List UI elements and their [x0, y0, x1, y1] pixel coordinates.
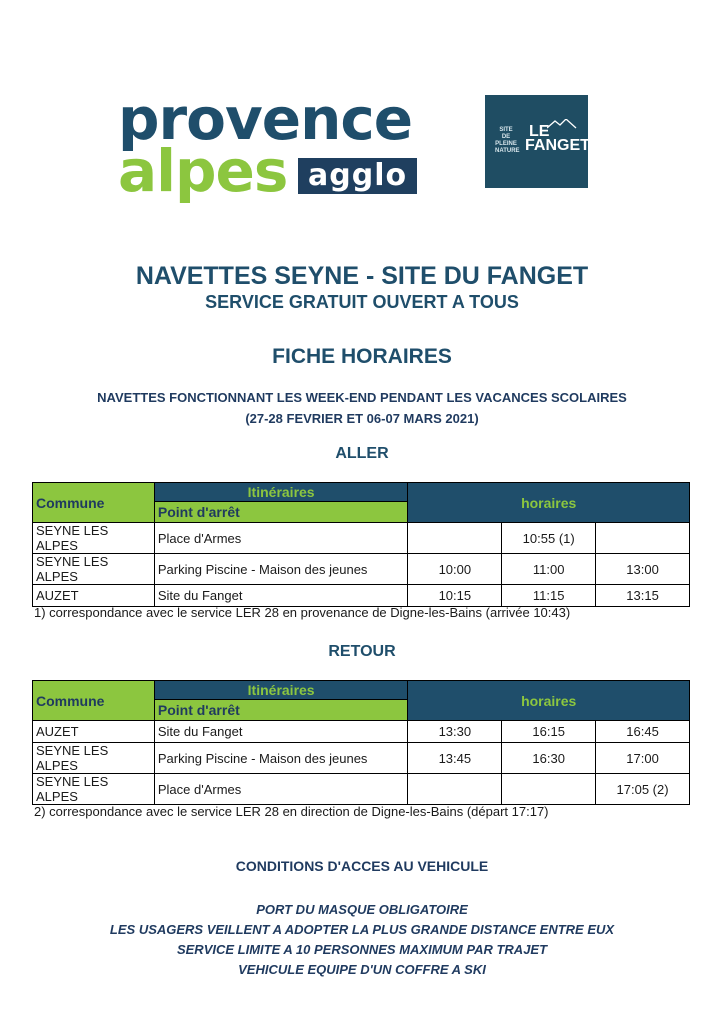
time-cell — [408, 774, 502, 805]
condition-line: PORT DU MASQUE OBLIGATOIRE — [256, 902, 468, 917]
info-line-1: NAVETTES FONCTIONNANT LES WEEK-END PENDANT LES VACANCES SCOLAIRES — [97, 390, 627, 405]
info-line-2: (27-28 FEVRIER ET 06-07 MARS 2021) — [245, 411, 479, 426]
time-cell: 13:30 — [408, 721, 502, 743]
logo-agglo-box: agglo — [298, 158, 417, 194]
aller-header-horaires: horaires — [408, 483, 690, 523]
point-cell: Site du Fanget — [154, 585, 408, 607]
commune-cell: SEYNE LES ALPES — [33, 554, 155, 585]
point-cell: Place d'Armes — [154, 523, 408, 554]
fanget-name-text: FANGET — [525, 137, 590, 154]
aller-header-commune: Commune — [33, 483, 155, 523]
time-cell: 13:15 — [596, 585, 690, 607]
time-cell: 13:45 — [408, 743, 502, 774]
retour-table — [32, 680, 690, 805]
time-cell: 16:15 — [502, 721, 596, 743]
table-row — [33, 585, 690, 607]
aller-header-point: Point d'arrêt — [154, 502, 408, 523]
point-cell: Place d'Armes — [154, 774, 408, 805]
time-cell: 17:00 — [596, 743, 690, 774]
conditions-title: CONDITIONS D'ACCES AU VEHICULE — [235, 858, 489, 874]
provence-alpes-agglo-logo — [118, 85, 438, 223]
aller-note: 1) correspondance avec le service LER 28 en provenance de Digne-les-Bains (arrivée 10:43) — [34, 605, 571, 620]
aller-title: ALLER — [335, 445, 389, 462]
table-row — [33, 554, 690, 585]
commune-cell: SEYNE LES ALPES — [33, 743, 155, 774]
fanget-site-label: SITE DE PLEINE NATURE — [495, 127, 520, 154]
page-subtitle: SERVICE GRATUIT OUVERT A TOUS — [205, 292, 519, 312]
condition-line: VEHICULE EQUIPE D'UN COFFRE A SKI — [238, 962, 486, 977]
table-row — [33, 721, 690, 743]
table-row — [33, 774, 690, 805]
retour-header-commune: Commune — [33, 681, 155, 721]
retour-header-itineraires: Itinéraires — [154, 681, 408, 700]
retour-note: 2) correspondance avec le service LER 28 en direction de Digne-les-Bains (départ 17:17) — [34, 804, 549, 819]
point-cell: Site du Fanget — [154, 721, 408, 743]
time-cell: 16:30 — [502, 743, 596, 774]
time-cell — [408, 523, 502, 554]
retour-header-horaires: horaires — [408, 681, 690, 721]
time-cell: 10:15 — [408, 585, 502, 607]
point-cell: Parking Piscine - Maison des jeunes — [154, 554, 408, 585]
time-cell: 16:45 — [596, 721, 690, 743]
time-cell: 17:05 (2) — [596, 774, 690, 805]
logo-alpes-text: alpes — [118, 137, 288, 205]
commune-cell: AUZET — [33, 721, 155, 743]
logo-provence-text: provence — [118, 85, 413, 153]
aller-table — [32, 482, 690, 607]
time-cell: 10:00 — [408, 554, 502, 585]
time-cell — [502, 774, 596, 805]
time-cell: 11:15 — [502, 585, 596, 607]
condition-line: LES USAGERS VEILLENT A ADOPTER LA PLUS GRANDE DISTANCE ENTRE EUX — [109, 922, 615, 937]
aller-header-itineraires: Itinéraires — [154, 483, 408, 502]
table-row — [33, 743, 690, 774]
commune-cell: SEYNE LES ALPES — [33, 774, 155, 805]
page-title: NAVETTES SEYNE - SITE DU FANGET — [135, 262, 589, 290]
time-cell: 10:55 (1) — [502, 523, 596, 554]
fiche-title: FICHE HORAIRES — [272, 345, 452, 368]
le-fanget-logo — [485, 95, 588, 188]
commune-cell: SEYNE LES ALPES — [33, 523, 155, 554]
point-cell: Parking Piscine - Maison des jeunes — [154, 743, 408, 774]
condition-line: SERVICE LIMITE A 10 PERSONNES MAXIMUM PAR TRAJET — [176, 942, 548, 957]
time-cell: 11:00 — [502, 554, 596, 585]
retour-title: RETOUR — [328, 643, 396, 660]
mountain-icon — [547, 119, 577, 129]
time-cell — [596, 523, 690, 554]
time-cell: 13:00 — [596, 554, 690, 585]
retour-header-point: Point d'arrêt — [154, 700, 408, 721]
table-row — [33, 523, 690, 554]
commune-cell: AUZET — [33, 585, 155, 607]
fanget-le-text: LE — [529, 123, 550, 140]
